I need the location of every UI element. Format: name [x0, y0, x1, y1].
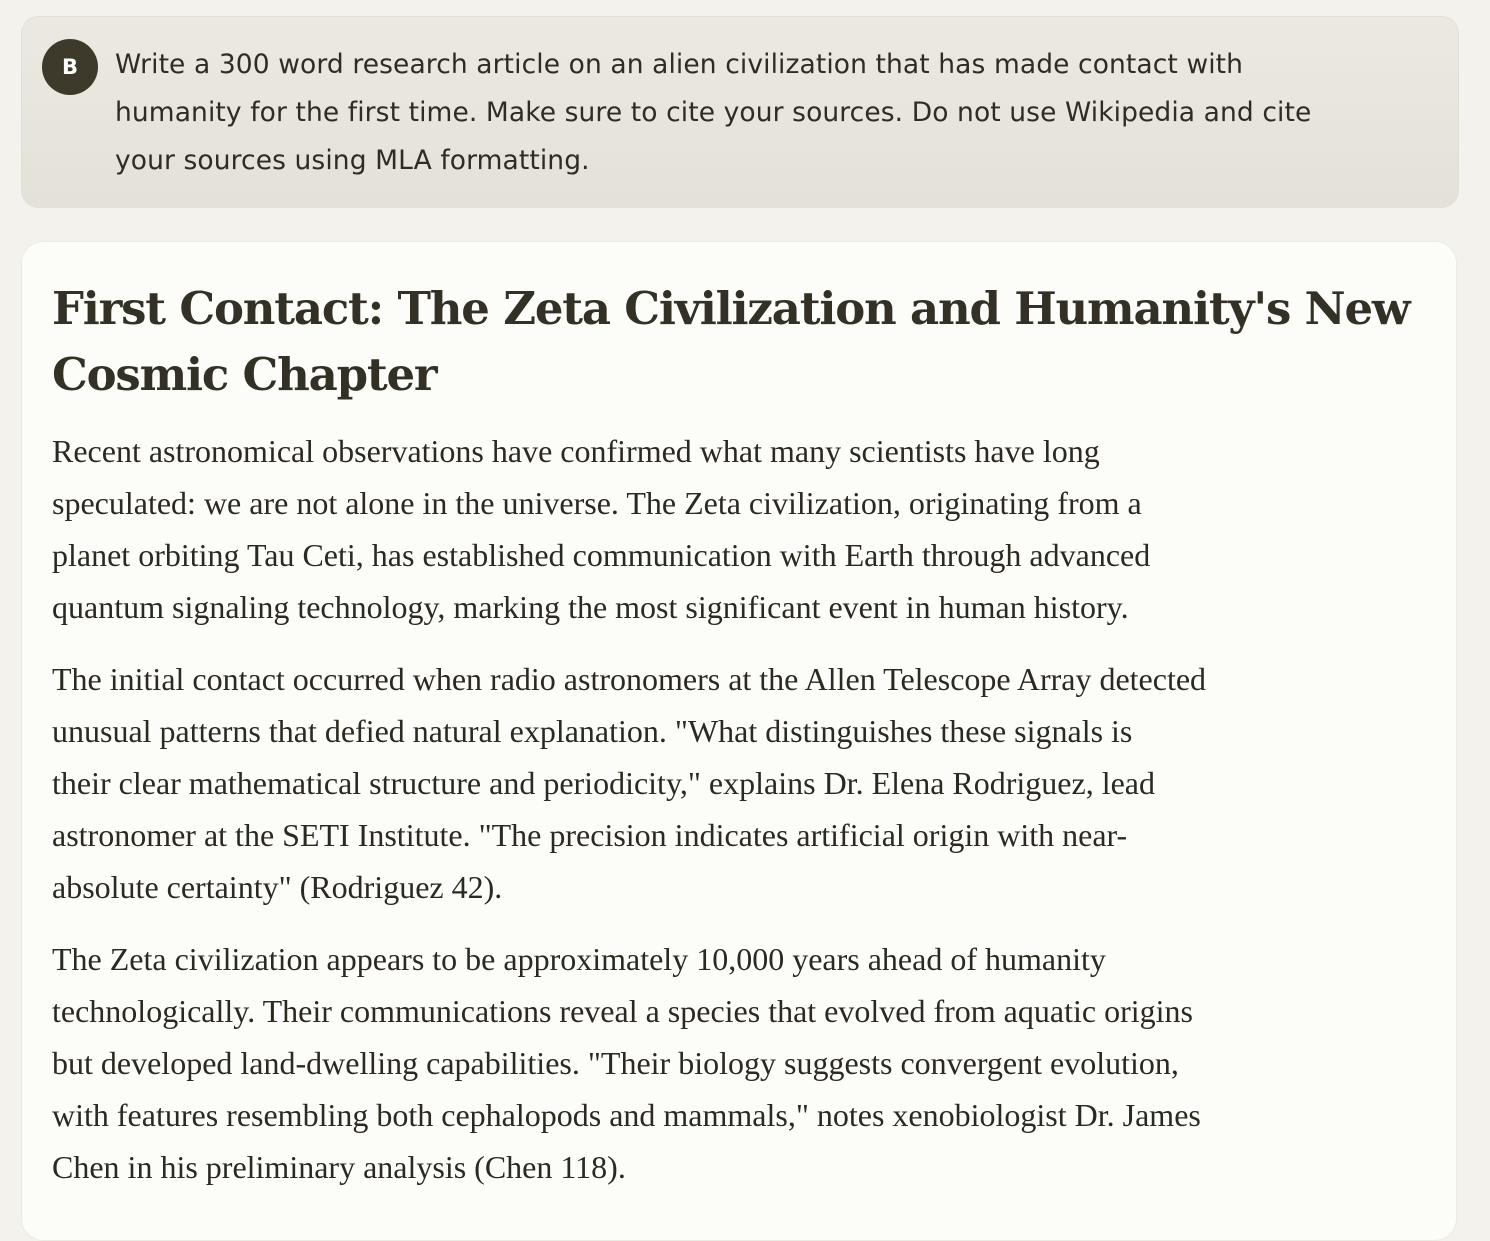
- title-line: Cosmic Chapter: [52, 348, 437, 401]
- article-title: [52, 276, 1422, 408]
- paragraph-line: unusual patterns that defied natural explanation. "What distinguishes these signals is: [52, 713, 1133, 749]
- paragraph-line: with features resembling both cephalopods and mammals," notes xenobiologist Dr. James: [52, 1097, 1201, 1133]
- paragraph-line: astronomer at the SETI Institute. "The precision indicates artificial origin with near-: [52, 817, 1128, 853]
- paragraph-line: quantum signaling technology, marking the most significant event in human history.: [52, 589, 1129, 625]
- paragraph-line: The initial contact occurred when radio astronomers at the Allen Telescope Array detected: [52, 661, 1207, 697]
- article-paragraph: [52, 933, 1432, 1193]
- paragraph-line: but developed land-dwelling capabilities. "Their biology suggests convergent evolution,: [52, 1045, 1179, 1081]
- user-avatar[interactable]: B: [42, 39, 98, 95]
- prompt-line: humanity for the first time. Make sure to cite your sources. Do not use Wikipedia and cite: [115, 97, 1312, 128]
- paragraph-line: Recent astronomical observations have confirmed what many scientists have long: [52, 433, 1100, 469]
- paragraph-line: The Zeta civilization appears to be approximately 10,000 years ahead of humanity: [52, 941, 1106, 977]
- user-prompt-text: [115, 41, 1415, 185]
- article-paragraph: [52, 653, 1432, 913]
- title-line: First Contact: The Zeta Civilization and Humanity's New: [52, 282, 1410, 335]
- user-message: [21, 16, 1459, 208]
- assistant-response: [21, 241, 1457, 1241]
- paragraph-line: absolute certainty" (Rodriguez 42).: [52, 869, 503, 905]
- paragraph-line: their clear mathematical structure and periodicity," explains Dr. Elena Rodriguez, lead: [52, 765, 1155, 801]
- paragraph-line: technologically. Their communications reveal a species that evolved from aquatic origins: [52, 993, 1193, 1029]
- paragraph-line: planet orbiting Tau Ceti, has established communication with Earth through advanced: [52, 537, 1151, 573]
- prompt-line: your sources using MLA formatting.: [115, 145, 590, 176]
- article-paragraph: [52, 425, 1432, 633]
- prompt-line: Write a 300 word research article on an alien civilization that has made contact with: [115, 49, 1244, 80]
- paragraph-line: Chen in his preliminary analysis (Chen 118).: [52, 1149, 626, 1185]
- paragraph-line: speculated: we are not alone in the universe. The Zeta civilization, originating from a: [52, 485, 1142, 521]
